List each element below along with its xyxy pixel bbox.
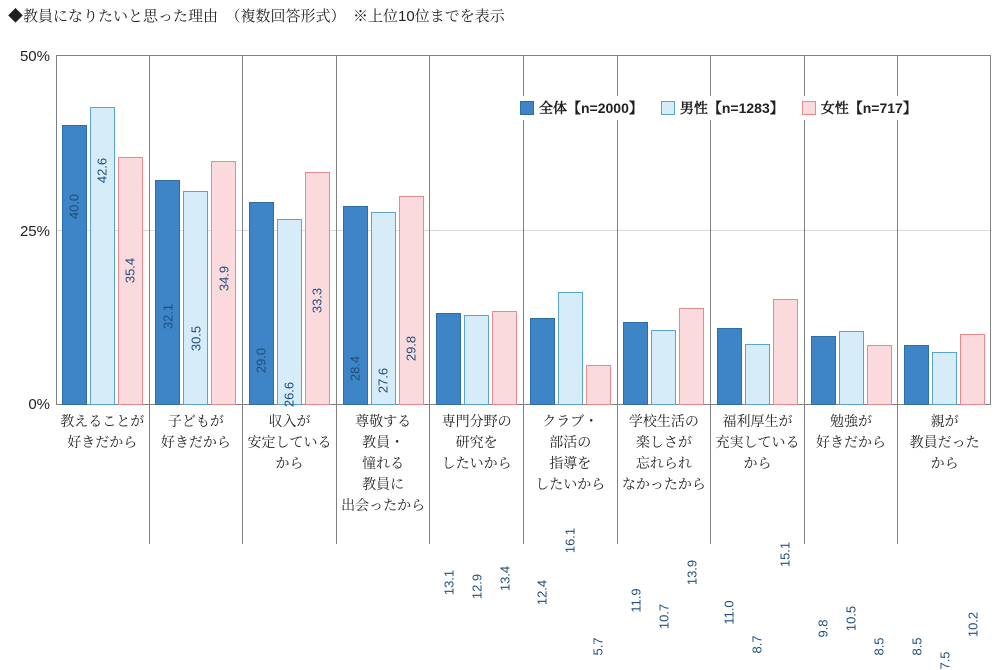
bar[interactable] [811,336,836,405]
bar-value-label: 30.5 [188,325,204,352]
bar[interactable] [839,331,864,405]
bar-group-bars [337,55,430,405]
bar[interactable] [90,107,115,405]
bar[interactable] [62,125,87,405]
bar-item[interactable] [773,299,798,568]
bar-item[interactable] [183,191,208,405]
bar-item[interactable] [623,322,648,613]
bar-item[interactable] [464,315,489,600]
legend-item[interactable] [520,98,643,118]
bar-group [898,55,991,670]
bar[interactable] [558,292,583,405]
bar-item[interactable] [436,313,461,596]
legend-label: 女性【n=717】 [820,100,917,116]
bar-value-label: 10.2 [965,611,981,638]
bar[interactable] [960,334,985,405]
bar-item[interactable] [586,365,611,656]
x-axis-category-label: 収入が 安定している から [247,413,332,471]
bar[interactable] [651,330,676,405]
bar-value-label: 13.9 [684,559,700,586]
bar-item[interactable] [960,334,985,638]
y-axis-tick-50: 50% [19,48,50,65]
bar-value-label: 11.9 [628,588,644,613]
bar[interactable] [530,318,555,405]
bar-item[interactable] [249,202,274,405]
bar[interactable] [586,365,611,405]
bar-value-label: 15.1 [777,541,793,568]
bar[interactable] [183,191,208,405]
x-axis-category-label: 子どもが 好きだから [160,413,231,450]
legend-swatch-icon [520,101,534,115]
bar-group [524,55,618,656]
bar-item[interactable] [717,328,742,625]
bar-value-label: 5.7 [590,637,606,656]
bar-value-label: 33.3 [309,287,325,314]
bar-item[interactable] [492,311,517,592]
bar-item[interactable] [399,196,424,405]
bar-value-label: 28.4 [347,355,363,382]
bar-item[interactable] [904,345,929,656]
bar-item[interactable] [343,206,368,405]
bar[interactable] [904,345,929,405]
bar-value-label: 10.5 [843,605,859,632]
bar[interactable] [155,180,180,405]
bar-group-bars [56,55,149,405]
bar-group [805,55,899,656]
bar-group [430,55,524,600]
legend-label: 男性【n=1283】 [679,100,784,116]
x-axis-category-label: 親が 教員だった から [909,413,980,471]
bar-value-label: 8.5 [909,637,925,656]
bar-item[interactable] [558,292,583,554]
bar[interactable] [249,202,274,405]
bar-groups [56,55,991,670]
bar-item[interactable] [651,330,676,630]
bar-value-label: 11.0 [721,600,737,625]
legend-swatch-icon [802,101,816,115]
bar[interactable] [492,311,517,405]
bar-value-label: 16.1 [562,527,578,554]
bar-value-label: 29.0 [253,347,269,374]
bar-group [618,55,712,630]
bar-item[interactable] [932,352,957,670]
bar-value-label: 32.1 [160,303,176,330]
bar-item[interactable] [867,345,892,656]
bar-value-label: 8.7 [749,635,765,654]
x-axis-category-label: 専門分野の 研究を したいから [441,413,512,471]
bar-value-label: 29.8 [403,335,419,362]
bar-item[interactable] [305,172,330,405]
bar-value-label: 40.0 [66,193,82,220]
bar-group-bars [150,55,243,405]
bar[interactable] [745,344,770,405]
x-axis-category-label: 勉強が 好きだから [816,413,887,450]
bar-value-label: 9.8 [815,619,831,638]
bar-value-label: 10.7 [656,603,672,630]
y-axis-tick-25: 25% [19,223,50,240]
bar-value-label: 35.4 [122,257,138,284]
bar-item[interactable] [530,318,555,606]
bar-value-label: 7.5 [937,651,953,670]
legend-item[interactable] [802,98,917,118]
bar[interactable] [717,328,742,405]
bar-group [150,55,244,544]
bar-group [711,55,805,654]
bar-group [56,55,150,544]
bar-item[interactable] [745,344,770,654]
bar-group-bars [243,55,336,408]
chart-legend [516,96,921,120]
bar-value-label: 34.9 [216,265,232,292]
bar-item[interactable] [118,157,143,405]
bar-item[interactable] [839,331,864,632]
legend-label: 全体【n=2000】 [539,100,643,116]
bar-value-label: 12.9 [469,573,485,600]
x-axis-category-label: 福利厚生が 充実している から [715,413,800,471]
bar-item[interactable] [62,125,87,405]
bar-value-label: 27.6 [375,367,391,394]
bar[interactable] [932,352,957,405]
legend-item[interactable] [661,98,784,118]
bar[interactable] [436,313,461,405]
bar-item[interactable] [155,180,180,405]
x-axis-category-label: 学校生活の 楽しさが 忘れられ なかったから [621,413,706,492]
bar-value-label: 13.1 [441,569,457,596]
bar-value-label: 13.4 [497,565,513,592]
legend-swatch-icon [661,101,675,115]
bar-group [243,55,337,544]
bar[interactable] [464,315,489,405]
x-axis-category-label: クラブ・ 部活の 指導を したいから [535,413,606,492]
bar[interactable] [399,196,424,405]
bar-value-label: 8.5 [871,637,887,656]
bar[interactable] [679,308,704,405]
bar[interactable] [773,299,798,405]
bar-item[interactable] [90,107,115,405]
bar-item[interactable] [211,161,236,405]
bar-item[interactable] [277,219,302,408]
bar-value-label: 26.6 [281,381,297,408]
bar[interactable] [867,345,892,405]
bar[interactable] [623,322,648,405]
bar-value-label: 12.4 [534,579,550,606]
bar-item[interactable] [811,336,836,638]
bar[interactable] [277,219,302,408]
bar-value-label: 42.6 [94,157,110,184]
bar-item[interactable] [679,308,704,586]
bar-group [337,55,431,544]
bar-item[interactable] [371,212,396,405]
y-axis-tick-0: 0% [28,396,50,413]
x-axis-category-label: 教えることが 好きだから [60,413,145,450]
page-title: ◆教員になりたいと思った理由 （複数回答形式） ※上位10位までを表示 [8,8,505,25]
x-axis-category-label: 尊敬する 教員・ 憧れる 教員に 出会ったから [341,413,426,513]
